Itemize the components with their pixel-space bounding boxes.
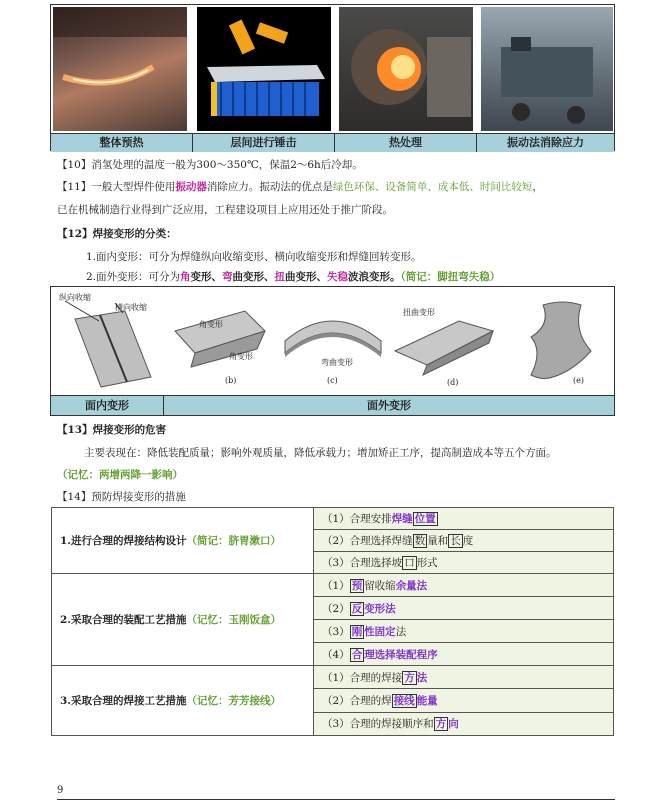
caption-heat-treatment: 热处理 bbox=[335, 134, 477, 152]
para-11-prefix: 【11】一般大型焊件使用 bbox=[57, 181, 176, 193]
para-10: 【10】消氢处理的温度一般为300～350℃，保温2～6h后冷却。 bbox=[57, 159, 363, 171]
item-key: 反 bbox=[351, 602, 363, 615]
measure-3-text: 3.采取合理的焊接工艺措施 bbox=[60, 695, 187, 707]
measure-3-title bbox=[52, 666, 314, 736]
item-key: 刚 bbox=[351, 625, 363, 638]
item-key: 口 bbox=[404, 557, 415, 569]
item-key: 合 bbox=[351, 648, 363, 661]
item-post-hl: 理选择装配程序 bbox=[364, 648, 438, 661]
furnace-illustration bbox=[339, 7, 473, 131]
item-key: 方 bbox=[404, 671, 415, 684]
para-11-suffix: ， bbox=[532, 181, 543, 193]
figure-bending bbox=[277, 291, 387, 391]
para-13-mnemonic: （记忆：两增两降一影响） bbox=[57, 469, 183, 481]
item-mid: 量和 bbox=[427, 535, 449, 547]
prevention-measures-table bbox=[51, 507, 614, 736]
item-post: 留收缩 bbox=[364, 579, 396, 592]
caption-vibration: 振动法消除应力 bbox=[507, 136, 584, 149]
measure-3-item-1 bbox=[314, 666, 614, 689]
photo-caption-row bbox=[51, 133, 614, 152]
figure-buckling bbox=[503, 291, 611, 391]
measure-2-text: 2.采取合理的装配工艺措施 bbox=[60, 614, 187, 626]
item-post-hl: 余量法 bbox=[395, 579, 428, 592]
item-pre: （2） bbox=[322, 602, 350, 615]
vibration-stress-relief-photo bbox=[481, 7, 613, 131]
label-transverse: 横向收缩 bbox=[115, 303, 147, 312]
item-key: 预 bbox=[351, 579, 363, 592]
item-post: 形式 bbox=[416, 557, 438, 569]
item-post: 能量 bbox=[416, 694, 438, 707]
item-pre: （2）合理选择焊缝 bbox=[322, 535, 413, 547]
measure-1-mnemonic: （简记：脐胃漱口） bbox=[186, 535, 281, 547]
preheating-photo bbox=[53, 7, 187, 131]
item2-t3: 曲变形、 bbox=[285, 271, 328, 283]
figure-angular bbox=[165, 291, 275, 391]
label-b: (b) bbox=[225, 376, 237, 385]
measure-3-item-3 bbox=[314, 712, 614, 735]
para-11-term: 振动器 bbox=[175, 181, 207, 193]
heat-treatment-photo bbox=[339, 7, 473, 131]
item-key: 数 bbox=[414, 535, 426, 547]
hammer-illustration bbox=[197, 7, 331, 131]
label-twist: 扭曲变形 bbox=[403, 308, 435, 317]
figure-twist bbox=[389, 291, 499, 391]
para-13-heading: 【13】焊接变形的危害 bbox=[57, 424, 167, 436]
twist-deformation-drawing bbox=[389, 291, 499, 391]
deformation-figure-strip bbox=[50, 286, 615, 416]
weld-glow-illustration bbox=[53, 7, 187, 131]
caption-hammering: 层间进行锤击 bbox=[193, 134, 335, 152]
footer-rule bbox=[57, 799, 615, 800]
angular-deformation-drawing bbox=[165, 291, 275, 391]
item-key: 接线 bbox=[393, 694, 415, 707]
para-11-advantages: 绿色环保、设备简单、成本低、时间比较短 bbox=[332, 181, 533, 193]
in-plane-deformation-drawing bbox=[55, 291, 163, 391]
para-12-heading: 【12】焊接变形的分类： bbox=[57, 228, 177, 240]
item-key: 方 bbox=[435, 718, 447, 731]
item2-buckling: 失稳 bbox=[327, 271, 349, 283]
measure-1-item-2 bbox=[314, 530, 614, 552]
item-post: 法 bbox=[395, 625, 407, 638]
item2-bending: 弯 bbox=[222, 271, 233, 283]
measure-2-item-3 bbox=[314, 620, 614, 643]
para-12-item2 bbox=[86, 269, 500, 284]
measure-2-title bbox=[52, 574, 314, 666]
item2-t2: 曲变形、 bbox=[232, 271, 275, 283]
item2-prefix: 2.面外变形：可分为 bbox=[86, 271, 181, 283]
measure-3-mnemonic: （记忆：芳芳接线） bbox=[186, 695, 281, 707]
table-row bbox=[52, 574, 614, 597]
vibration-rig-illustration bbox=[481, 7, 613, 131]
measure-2-mnemonic: （记忆：玉刚饭盒） bbox=[186, 614, 281, 626]
item-pre: （3）合理的焊接顺序和 bbox=[322, 718, 434, 731]
label-d: (d) bbox=[447, 378, 459, 387]
label-e: (e) bbox=[573, 376, 584, 385]
measure-2-item-2 bbox=[314, 597, 614, 620]
para-13-body: 主要表现在：降低装配质量；影响外观质量，降低承载力；增加矫正工序，提高制造成本等五个方面。 bbox=[84, 447, 557, 459]
bending-deformation-drawing bbox=[277, 291, 387, 391]
measure-1-text: 1.进行合理的焊接结构设计 bbox=[60, 535, 187, 547]
caption-preheating: 整体预热 bbox=[51, 134, 193, 152]
caption-out-plane: 面外变形 bbox=[164, 395, 614, 415]
para-14-heading: 【14】预防焊接变形的措施 bbox=[57, 491, 186, 503]
caption-in-plane: 面内变形 bbox=[51, 395, 164, 415]
item2-angular: 角 bbox=[180, 271, 191, 283]
item-pre: （3） bbox=[322, 625, 350, 638]
measure-1-item-1 bbox=[314, 508, 614, 530]
item-post: 向 bbox=[448, 718, 459, 731]
label-angular-2: 角变形 bbox=[229, 352, 253, 361]
measure-2-item-4 bbox=[314, 643, 614, 666]
item-pre: （3）合理选择坡 bbox=[322, 557, 403, 569]
item-pre: （1） bbox=[322, 579, 350, 592]
para-11-line1 bbox=[57, 179, 543, 194]
item-hl: 焊缝 bbox=[391, 513, 413, 525]
table-row bbox=[52, 666, 614, 689]
page-number: 9 bbox=[57, 785, 64, 796]
label-longitudinal: 纵向收缩 bbox=[59, 293, 91, 302]
buckling-deformation-drawing bbox=[503, 291, 611, 391]
label-c: (c) bbox=[327, 376, 338, 385]
item2-t1: 变形、 bbox=[190, 271, 223, 283]
item2-twist: 扭 bbox=[274, 271, 286, 283]
label-bending: 弯曲变形 bbox=[321, 358, 353, 367]
measure-1-item-3 bbox=[314, 552, 614, 574]
table-row bbox=[52, 508, 614, 530]
item-post-hl: 性固定 bbox=[364, 625, 396, 638]
para-11-middle: 消除应力。振动法的优点是 bbox=[206, 181, 333, 193]
label-angular-1: 角变形 bbox=[199, 320, 223, 329]
item-post: 法 bbox=[416, 671, 428, 684]
figure-in-plane bbox=[55, 291, 163, 391]
item-pre: （1）合理的焊接 bbox=[322, 671, 403, 684]
hammering-photo bbox=[197, 7, 331, 131]
measure-1-title bbox=[52, 508, 314, 574]
para-11-line2: 已在机械制造行业得到广泛应用，工程建设项目上应用还处于推广阶段。 bbox=[57, 204, 393, 216]
item-pre: （1）合理安排 bbox=[322, 513, 392, 525]
item-key: 位置 bbox=[414, 513, 436, 525]
para-12-item1: 1.面内变形：可分为焊缝纵向收缩变形、横向收缩变形和焊缝回转变形。 bbox=[86, 251, 422, 263]
item2-mnemonic: （简记：脚扭弯失稳） bbox=[400, 271, 501, 283]
item-pre: （2）合理的焊 bbox=[322, 694, 392, 707]
measure-3-item-2 bbox=[314, 689, 614, 712]
item-post: 度 bbox=[462, 535, 474, 547]
item2-t4: 波浪变形。 bbox=[348, 271, 401, 283]
measure-2-item-1 bbox=[314, 574, 614, 597]
item-post-hl: 变形法 bbox=[364, 602, 396, 615]
item-pre: （4） bbox=[322, 648, 350, 661]
process-photo-strip bbox=[50, 4, 615, 151]
item-key-2: 长 bbox=[450, 535, 461, 547]
